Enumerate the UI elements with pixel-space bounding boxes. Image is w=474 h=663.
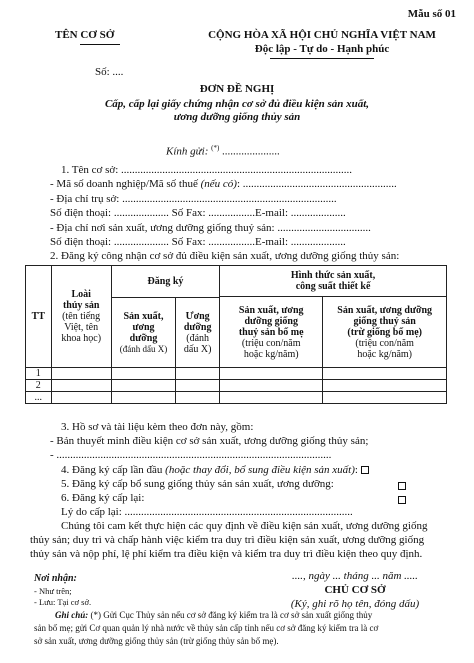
species-header-line: (tên tiếng	[62, 311, 101, 322]
table-cell[interactable]	[323, 392, 447, 404]
broodstock-unit-line: (triệu con/năm	[241, 337, 301, 349]
footnote-label: Ghi chú:	[55, 610, 89, 620]
commitment-line: Chúng tôi cam kết thực hiện các quy định về điều kiện sản xuất, ương dưỡng giống	[61, 520, 428, 532]
attachment-description-item: - Bản thuyết minh điều kiện cơ sở sản xuất, ương dưỡng giống thủy sản;	[50, 435, 369, 447]
production-site-contact-field[interactable]: Số điện thoại: .................... Số Fax: .................E-mail: ....................	[50, 236, 346, 248]
recipients-item: - Lưu: Tại cơ sở.	[34, 597, 92, 607]
row-number: ...	[26, 392, 52, 404]
table-row	[26, 380, 447, 392]
table-cell[interactable]	[51, 368, 111, 380]
reissue-option: 6. Đăng ký cấp lại:	[61, 492, 145, 504]
broodstock-header-line: thuỷ sản bố mẹ	[238, 326, 304, 338]
form-design-header-line: công suất thiết kế	[295, 281, 371, 292]
table-cell[interactable]	[51, 392, 111, 404]
footnote-line-3: sở sản xuất, ương dưỡng giống thủy sản (trừ giống thủy sản bố mẹ).	[34, 636, 279, 646]
column-header-production	[111, 298, 175, 368]
supplementary-registration-option: 5. Đăng ký cấp bổ sung giống thủy sản sản xuất, ương dưỡng:	[61, 478, 334, 490]
table-cell[interactable]	[111, 392, 175, 404]
species-header-line: Loài	[71, 289, 91, 300]
form-design-header-line: Hình thức sản xuất,	[290, 270, 376, 281]
nursing-header-note: (đánh	[186, 332, 210, 344]
species-header-line: thủy sản	[62, 300, 100, 311]
signature-note: (Ký, ghi rõ họ tên, đóng dấu)	[290, 598, 420, 610]
seed-header-line: giống thuỷ sản	[353, 315, 416, 327]
signature-title: CHỦ CƠ SỞ	[324, 584, 386, 596]
production-site-address-field[interactable]: - Địa chỉ nơi sản xuất, ương dưỡng giống thuỷ sản: ..................................	[50, 222, 371, 234]
production-header-line: Sản xuất, ương	[123, 310, 164, 333]
org-underline	[80, 44, 120, 45]
footnote-text: (*) Gửi Cục Thủy sản nếu cơ sở đăng ký kiểm tra là cơ sở sản xuất giống thủy	[88, 610, 373, 620]
first-registration-colon: :	[354, 464, 361, 476]
table-cell[interactable]	[176, 392, 220, 404]
table-cell[interactable]	[111, 380, 175, 392]
row-number: 1	[26, 368, 52, 380]
reissue-reason-field[interactable]: Lý do cấp lại: ...................................................................................	[61, 506, 353, 518]
first-registration-note: (hoặc thay đổi, bổ sung điều kiện sản xuất)	[165, 464, 355, 476]
table-cell[interactable]	[220, 392, 323, 404]
column-header-nursing	[176, 298, 220, 368]
nursing-header-note: dấu X)	[183, 343, 212, 355]
first-registration-label: 4. Đăng ký cấp lần đầu	[61, 464, 166, 476]
org-name-label: TÊN CƠ SỞ	[55, 29, 115, 41]
column-header-form-design	[220, 266, 447, 297]
nursing-header-line: Ương	[185, 310, 210, 322]
footnote-line-2: sản bố mẹ; gửi Cơ quan quản lý nhà nước về thủy sản cấp tỉnh nếu cơ sở đăng ký kiểm tra là cơ	[34, 623, 379, 633]
table-cell[interactable]	[220, 368, 323, 380]
greeting	[166, 144, 280, 158]
commitment-line: thủy sản; duy trì và chấp hành việc kiểm tra duy trì điều kiện sản xuất, ương dưỡng giống	[30, 534, 425, 546]
head-office-address-field[interactable]: - Địa chỉ trụ sở: ..............................................................................	[50, 193, 337, 205]
signature-date: ...., ngày ... tháng ... năm .....	[292, 570, 418, 582]
species-header-line: khoa học)	[61, 333, 102, 344]
national-motto: Độc lập - Tự do - Hạnh phúc	[254, 43, 390, 55]
tax-code-dots: : ........................................................	[236, 178, 397, 190]
column-header-species	[51, 266, 111, 368]
attachments-heading: 3. Hồ sơ và tài liệu kèm theo đơn này, gồm:	[61, 421, 254, 433]
commitment-line: thủy sản và nộp phí, lệ phí kiểm tra điều kiện và kiểm tra duy trì điều kiện theo quy định.	[30, 548, 423, 560]
seed-unit-line: (triệu con/năm	[355, 337, 414, 349]
recipients-label: Nơi nhận:	[34, 573, 77, 584]
table-cell[interactable]	[176, 380, 220, 392]
motto-underline	[270, 58, 374, 59]
document-number: Số: ....	[95, 66, 124, 78]
footnote-line-1	[55, 610, 372, 620]
facility-name-field[interactable]: 1. Tên cơ sở: ....................................................................................	[61, 164, 353, 176]
tax-code-label: - Mã số doanh nghiệp/Mã số thuế	[50, 178, 201, 190]
form-number: Mẫu số 01	[407, 8, 456, 20]
table-row	[26, 392, 447, 404]
tax-code-optional-note: (nếu có)	[200, 178, 237, 190]
broodstock-unit-line: hoặc kg/năm)	[243, 348, 299, 360]
registration-table	[25, 265, 447, 404]
attachment-other-field[interactable]: - ....................................................................................................	[50, 449, 332, 461]
document-subtitle-2: ương dưỡng giống thủy sản	[173, 111, 301, 123]
table-cell[interactable]	[176, 368, 220, 380]
species-header-line: Việt, tên	[64, 322, 99, 333]
seed-header-line: (trừ giống bố mẹ)	[347, 326, 422, 338]
column-header-seed	[323, 297, 447, 368]
document-subtitle-1: Cấp, cấp lại giấy chứng nhận cơ sở đủ điều kiện sản xuất,	[104, 98, 370, 110]
table-cell[interactable]	[323, 380, 447, 392]
table-cell[interactable]	[323, 368, 447, 380]
table-cell[interactable]	[111, 368, 175, 380]
recipients-item: - Như trên;	[34, 586, 72, 596]
table-cell[interactable]	[220, 380, 323, 392]
document-title: ĐƠN ĐỀ NGHỊ	[199, 83, 275, 95]
greeting-recipient-field[interactable]: .....................	[222, 145, 280, 158]
country-name: CỘNG HÒA XÃ HỘI CHỦ NGHĨA VIỆT NAM	[208, 29, 436, 41]
first-registration-checkbox[interactable]	[361, 466, 369, 474]
greeting-mark: (*)	[211, 144, 220, 152]
column-header-tt: TT	[26, 266, 52, 368]
seed-header-line: Sản xuất, ương dưỡng	[337, 304, 433, 316]
column-header-broodstock	[220, 297, 323, 368]
table-row	[26, 368, 447, 380]
greeting-label: Kính gửi:	[166, 145, 209, 158]
registration-heading: 2. Đăng ký công nhận cơ sở đủ điều kiện sản xuất, ương dưỡng giống thủy sản:	[50, 250, 400, 262]
row-number: 2	[26, 380, 52, 392]
column-header-register: Đăng ký	[111, 266, 219, 298]
seed-unit-line: hoặc kg/năm)	[357, 348, 413, 360]
first-registration-option	[61, 464, 369, 476]
production-header-line: dưỡng	[129, 332, 158, 344]
tax-code-field[interactable]	[50, 178, 397, 190]
supplementary-registration-checkbox[interactable]	[398, 482, 406, 490]
table-cell[interactable]	[51, 380, 111, 392]
broodstock-header-line: dưỡng giống	[244, 315, 298, 327]
nursing-header-line: dưỡng	[183, 321, 212, 333]
production-header-note: (đánh dấu X)	[119, 343, 168, 354]
head-office-contact-field[interactable]: Số điện thoại: .................... Số Fax: .................E-mail: ....................	[50, 207, 346, 219]
reissue-checkbox[interactable]	[398, 496, 406, 504]
broodstock-header-line: Sản xuất, ương	[238, 304, 304, 316]
